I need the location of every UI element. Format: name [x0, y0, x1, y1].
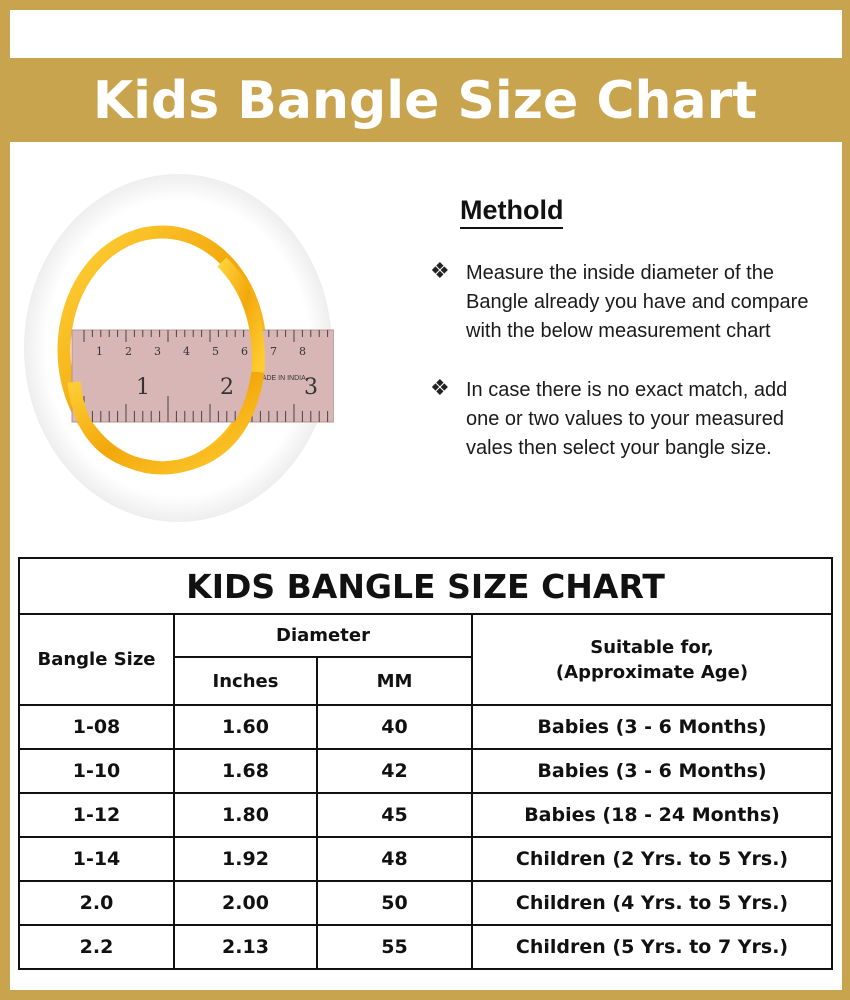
- ruler-inch-label: 1: [96, 345, 103, 358]
- ruler-inch-label: 5: [212, 345, 219, 358]
- table-row: [19, 749, 832, 793]
- title-banner: [0, 60, 850, 142]
- method-title: Methold: [460, 195, 563, 229]
- cell-suitable: Babies (3 - 6 Months): [472, 749, 832, 793]
- diamond-bullet-icon: ❖: [430, 258, 450, 283]
- cell-mm: 48: [317, 837, 472, 881]
- cell-inches: 1.60: [174, 705, 317, 749]
- ruler-cm-3: 3: [304, 375, 318, 400]
- cell-size: 1-14: [19, 837, 174, 881]
- top-white-strip: [10, 10, 842, 58]
- table-row: [19, 837, 832, 881]
- cell-suitable: Children (5 Yrs. to 7 Yrs.): [472, 925, 832, 969]
- header-suitable-line1: Suitable for,: [590, 636, 714, 658]
- ruler-made-in: MADE IN INDIA: [256, 375, 306, 382]
- cell-mm: 45: [317, 793, 472, 837]
- cell-mm: 40: [317, 705, 472, 749]
- table-row: [19, 793, 832, 837]
- header-inches: Inches: [174, 657, 317, 705]
- cell-suitable: Children (2 Yrs. to 5 Yrs.): [472, 837, 832, 881]
- header-mm: MM: [317, 657, 472, 705]
- cell-inches: 2.00: [174, 881, 317, 925]
- cell-inches: 2.13: [174, 925, 317, 969]
- header-bangle-size: Bangle Size: [19, 614, 174, 705]
- bullet-line: one or two values to your measured: [466, 408, 784, 430]
- ruler-inch-label: 4: [183, 345, 190, 358]
- cell-inches: 1.92: [174, 837, 317, 881]
- cell-inches: 1.80: [174, 793, 317, 837]
- cell-inches: 1.68: [174, 749, 317, 793]
- header-suitable-line2: (Approximate Age): [555, 661, 749, 683]
- method-section: [430, 195, 830, 463]
- cell-mm: 50: [317, 881, 472, 925]
- cell-size: 1-08: [19, 705, 174, 749]
- bullet-line: Bangle already you have and compare: [466, 291, 809, 313]
- bullet-line: Measure the inside diameter of the: [466, 262, 774, 284]
- header-diameter: Diameter: [174, 614, 472, 657]
- cell-suitable: Babies (18 - 24 Months): [472, 793, 832, 837]
- cell-size: 2.0: [19, 881, 174, 925]
- method-bullet: [430, 259, 830, 346]
- diamond-bullet-icon: ❖: [430, 375, 450, 400]
- cell-size: 1-12: [19, 793, 174, 837]
- bullet-line: with the below measurement chart: [466, 320, 771, 342]
- table-row: [19, 881, 832, 925]
- size-chart-table: [18, 557, 833, 970]
- cell-size: 1-10: [19, 749, 174, 793]
- ruler-cm-2: 2: [220, 375, 234, 400]
- cell-size: 2.2: [19, 925, 174, 969]
- bullet-line: vales then select your bangle size.: [466, 437, 772, 459]
- table-row: [19, 705, 832, 749]
- method-bullet: [430, 376, 830, 463]
- ruler-inch-label: 8: [299, 345, 306, 358]
- bangle-ruler-photo: [22, 172, 334, 524]
- ruler: [72, 330, 334, 422]
- cell-mm: 42: [317, 749, 472, 793]
- table-title: KIDS BANGLE SIZE CHART: [19, 558, 832, 614]
- cell-suitable: Babies (3 - 6 Months): [472, 705, 832, 749]
- ruler-cm-1: 1: [136, 375, 150, 400]
- cell-mm: 55: [317, 925, 472, 969]
- cell-suitable: Children (4 Yrs. to 5 Yrs.): [472, 881, 832, 925]
- page-title: Kids Bangle Size Chart: [92, 71, 758, 131]
- ruler-inch-label: 3: [154, 345, 161, 358]
- ruler-inch-label: 6: [241, 345, 248, 358]
- ruler-inch-label: 7: [270, 345, 277, 358]
- table-row: [19, 925, 832, 969]
- header-suitable-for: [472, 614, 832, 705]
- bullet-line: In case there is no exact match, add: [466, 379, 788, 401]
- ruler-inch-label: 2: [125, 345, 132, 358]
